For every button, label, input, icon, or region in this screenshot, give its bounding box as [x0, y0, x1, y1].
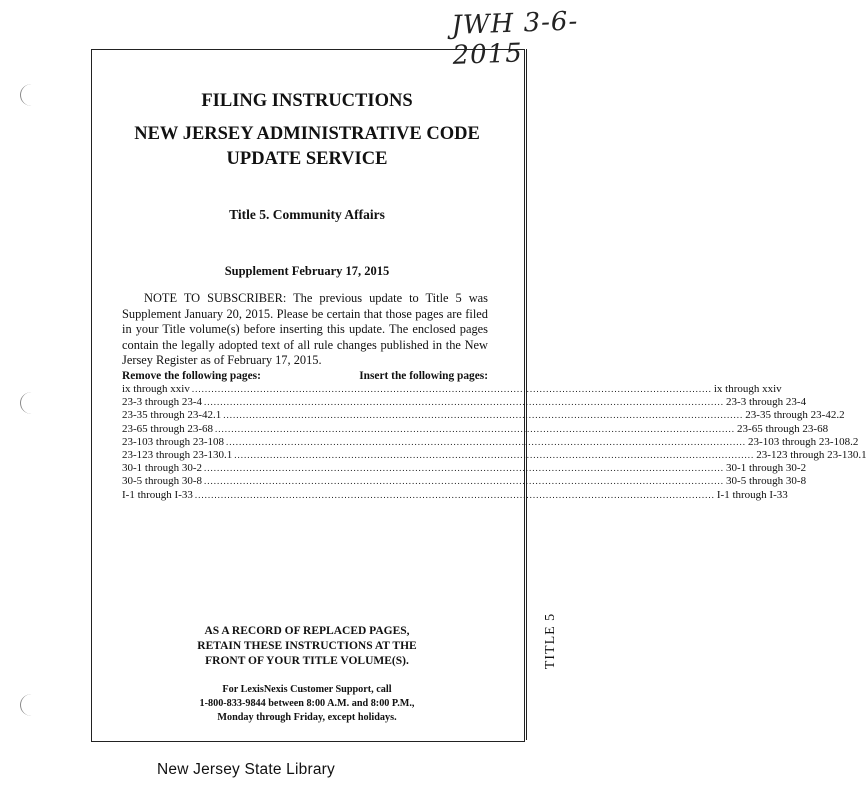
remove-pages-cell: 23-35 through 23-42.1 [122, 409, 222, 422]
insert-pages-cell: 23-123 through 23-130.1 [756, 449, 867, 462]
dot-leader: ................................................................................................................................................................ [191, 384, 712, 394]
remove-pages-cell: 23-3 through 23-4 [122, 396, 203, 409]
pages-table [122, 369, 867, 502]
library-stamp: New Jersey State Library [157, 761, 335, 778]
record-line-2: RETAIN THESE INSTRUCTIONS AT THE [197, 640, 417, 652]
insert-pages-cell: 30-1 through 30-2 [726, 462, 807, 475]
remove-pages-cell: I-1 through I-33 [122, 488, 193, 501]
remove-header: Remove the following pages: [122, 370, 261, 382]
remove-pages-cell: 30-5 through 30-8 [122, 475, 203, 488]
punch-hole-top [20, 84, 43, 106]
remove-pages-cell: 23-65 through 23-68 [122, 422, 214, 435]
punch-hole-bottom [20, 694, 43, 716]
dot-leader: ................................................................................................................................................................ [215, 423, 736, 434]
subscriber-note [122, 291, 488, 369]
supplement-date: Supplement February 17, 2015 [224, 264, 390, 278]
support-line-1: For LexisNexis Customer Support, call [222, 684, 392, 695]
insert-pages-cell: ix through xxiv [713, 383, 782, 395]
table-row [122, 462, 807, 475]
table-row [122, 488, 788, 502]
table-row [122, 422, 829, 436]
heading-admin-code: NEW JERSEY ADMINISTRATIVE CODE [134, 124, 480, 144]
record-line-1: AS A RECORD OF REPLACED PAGES, [204, 625, 410, 637]
table-row [122, 396, 807, 409]
remove-pages-cell: 30-1 through 30-2 [122, 462, 203, 475]
record-line-3: FRONT OF YOUR TITLE VOLUME(S). [205, 655, 409, 667]
pages-table-header [122, 369, 488, 383]
dot-leader: ................................................................................................................................................................ [204, 463, 725, 474]
insert-pages-cell: 30-5 through 30-8 [726, 475, 807, 488]
insert-pages-cell: 23-3 through 23-4 [726, 396, 807, 409]
dot-leader: ................................................................................................................................................................ [204, 397, 725, 408]
table-row [122, 435, 859, 449]
insert-pages-cell: 23-103 through 23-108.2 [748, 435, 859, 448]
handwritten-initials-date: JWH 3-6-2015 [451, 6, 579, 71]
insert-header: Insert the following pages: [359, 370, 488, 382]
support-line-2: 1-800-833-9844 between 8:00 A.M. and 8:00 P.M., [199, 698, 415, 709]
dot-leader: ................................................................................................................................................................ [226, 436, 747, 447]
heading-filing-instructions: FILING INSTRUCTIONS [201, 91, 413, 111]
remove-pages-cell: ix through xxiv [122, 383, 190, 395]
table-row [122, 449, 867, 462]
pages-table-rows [122, 383, 867, 502]
dot-leader: ................................................................................................................................................................ [194, 489, 715, 500]
insert-pages-cell: 23-65 through 23-68 [737, 422, 829, 435]
insert-pages-cell: 23-35 through 23-42.2 [745, 409, 845, 422]
table-row [122, 383, 782, 396]
title-label: Title 5. Community Affairs [229, 207, 385, 222]
punch-hole-middle [20, 392, 43, 414]
dot-leader: ................................................................................................................................................................ [204, 476, 725, 487]
table-row [122, 409, 845, 422]
table-row [122, 475, 807, 488]
subscriber-note-text: NOTE TO SUBSCRIBER: The previous update to Title 5 was Supplement January 20, 2015. Please be certain that those pages are filed in your Title volume(s) before inserting this update. The enclosed pages contain the legally adopted text of all rule changes published in the New Jersey Register as of February 17, 2015. [122, 291, 488, 367]
dot-leader: ................................................................................................................................................................ [234, 450, 755, 461]
support-line-3: Monday through Friday, except holidays. [217, 712, 397, 723]
dot-leader: ................................................................................................................................................................ [223, 410, 744, 421]
remove-pages-cell: 23-123 through 23-130.1 [122, 449, 233, 462]
heading-update-service: UPDATE SERVICE [226, 149, 388, 169]
remove-pages-cell: 23-103 through 23-108 [122, 435, 225, 448]
side-tab-label: TITLE 5 [543, 612, 558, 670]
insert-pages-cell: I-1 through I-33 [716, 488, 788, 501]
